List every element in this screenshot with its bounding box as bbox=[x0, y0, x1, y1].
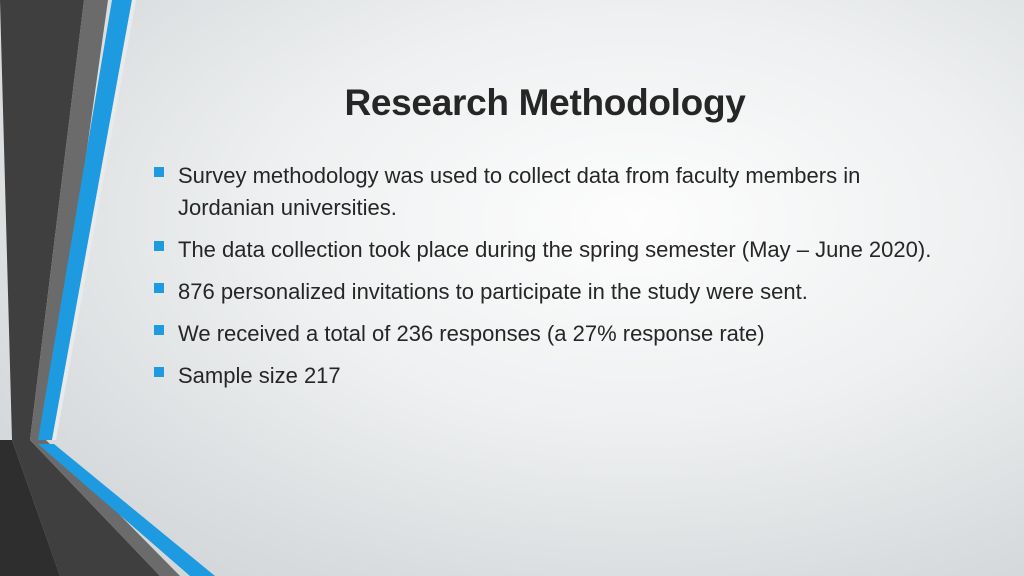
bullet-list bbox=[153, 160, 943, 402]
bullet-text: Survey methodology was used to collect data from faculty members in Jordanian universities. bbox=[178, 163, 861, 220]
bullet-text: The data collection took place during the spring semester (May – June 2020). bbox=[178, 237, 932, 262]
bullet-item bbox=[153, 276, 943, 308]
bullet-text: Sample size 217 bbox=[178, 363, 341, 388]
bullet-item bbox=[153, 160, 943, 224]
square-bullet-icon bbox=[154, 167, 164, 177]
bullet-text: We received a total of 236 responses (a 27% response rate) bbox=[178, 321, 765, 346]
square-bullet-icon bbox=[154, 325, 164, 335]
square-bullet-icon bbox=[154, 283, 164, 293]
square-bullet-icon bbox=[154, 241, 164, 251]
bullet-item bbox=[153, 318, 943, 350]
slide-title: Research Methodology bbox=[344, 82, 746, 123]
square-bullet-icon bbox=[154, 367, 164, 377]
bullet-item bbox=[153, 234, 943, 266]
bullet-text: 876 personalized invitations to participate in the study were sent. bbox=[178, 279, 808, 304]
bullet-item bbox=[153, 360, 943, 392]
